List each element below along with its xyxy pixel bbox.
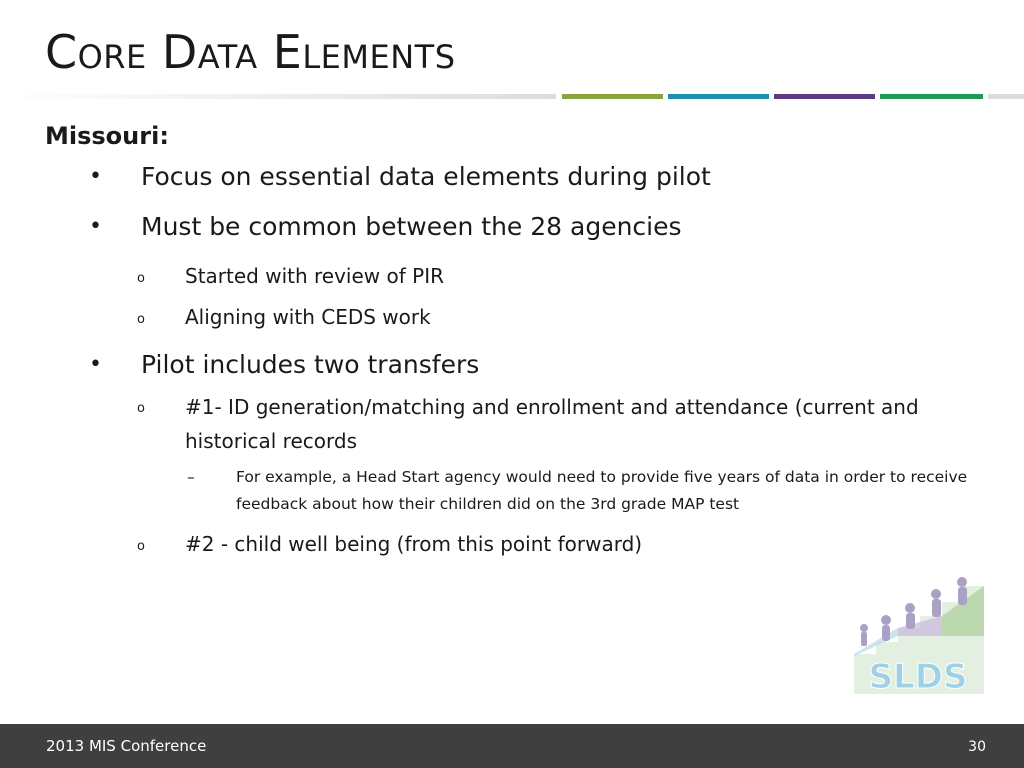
sub-bullet-item [45,301,985,334]
sub-bullet-item [45,260,985,293]
slds-logo [846,576,988,696]
sub-sub-bullet-item [45,464,996,518]
sub-bullet-marker: o [137,312,145,327]
bullet-marker: • [89,214,102,239]
bullet-text: Must be common between the 28 agencies [141,212,682,241]
slide-footer [0,724,1024,768]
rule-segment-green [562,94,663,99]
rule-segment-grey [0,94,556,99]
sub-bullet-item [45,390,985,458]
sub-bullet-text: #2 - child well being (from this point forward) [185,532,643,556]
page-number: 30 [968,739,986,755]
bullet-text: Pilot includes two transfers [141,350,480,379]
sub-bullet-text: Aligning with CEDS work [185,305,431,329]
title-underline [0,94,1024,99]
rule-segment-dark-green [880,94,983,99]
conference-name: 2013 MIS Conference [46,737,207,755]
bullet-text: Focus on essential data elements during pilot [141,162,711,191]
sub-bullet-marker: o [137,271,145,286]
sub-bullet-marker: o [137,401,145,416]
bullet-item [45,160,985,194]
bullet-marker: • [89,164,102,189]
sub-bullet-marker: o [137,539,145,554]
rule-segment-teal [668,94,769,99]
svg-text:SLDS: SLDS [868,657,968,696]
sub-bullet-text: #1- ID generation/matching and enrollment and attendance (current and historical records [185,395,919,453]
slide-title: Core Data Elements [45,25,456,79]
bullet-item [45,210,985,244]
dash-marker: – [187,468,195,486]
rule-segment-purple [774,94,875,99]
section-heading: Missouri: [45,122,169,150]
sub-bullet-text: Started with review of PIR [185,264,444,288]
slds-logo-graphic [846,576,988,696]
rule-segment-grey-end [988,94,1024,99]
bullet-marker: • [89,352,102,377]
sub-sub-bullet-text: For example, a Head Start agency would need to provide five years of data in order to receive feedback about how their children did on the 3rd grade MAP test [236,468,968,513]
bullet-item [45,348,985,382]
sub-bullet-item [45,528,985,561]
slide-body [45,118,985,569]
